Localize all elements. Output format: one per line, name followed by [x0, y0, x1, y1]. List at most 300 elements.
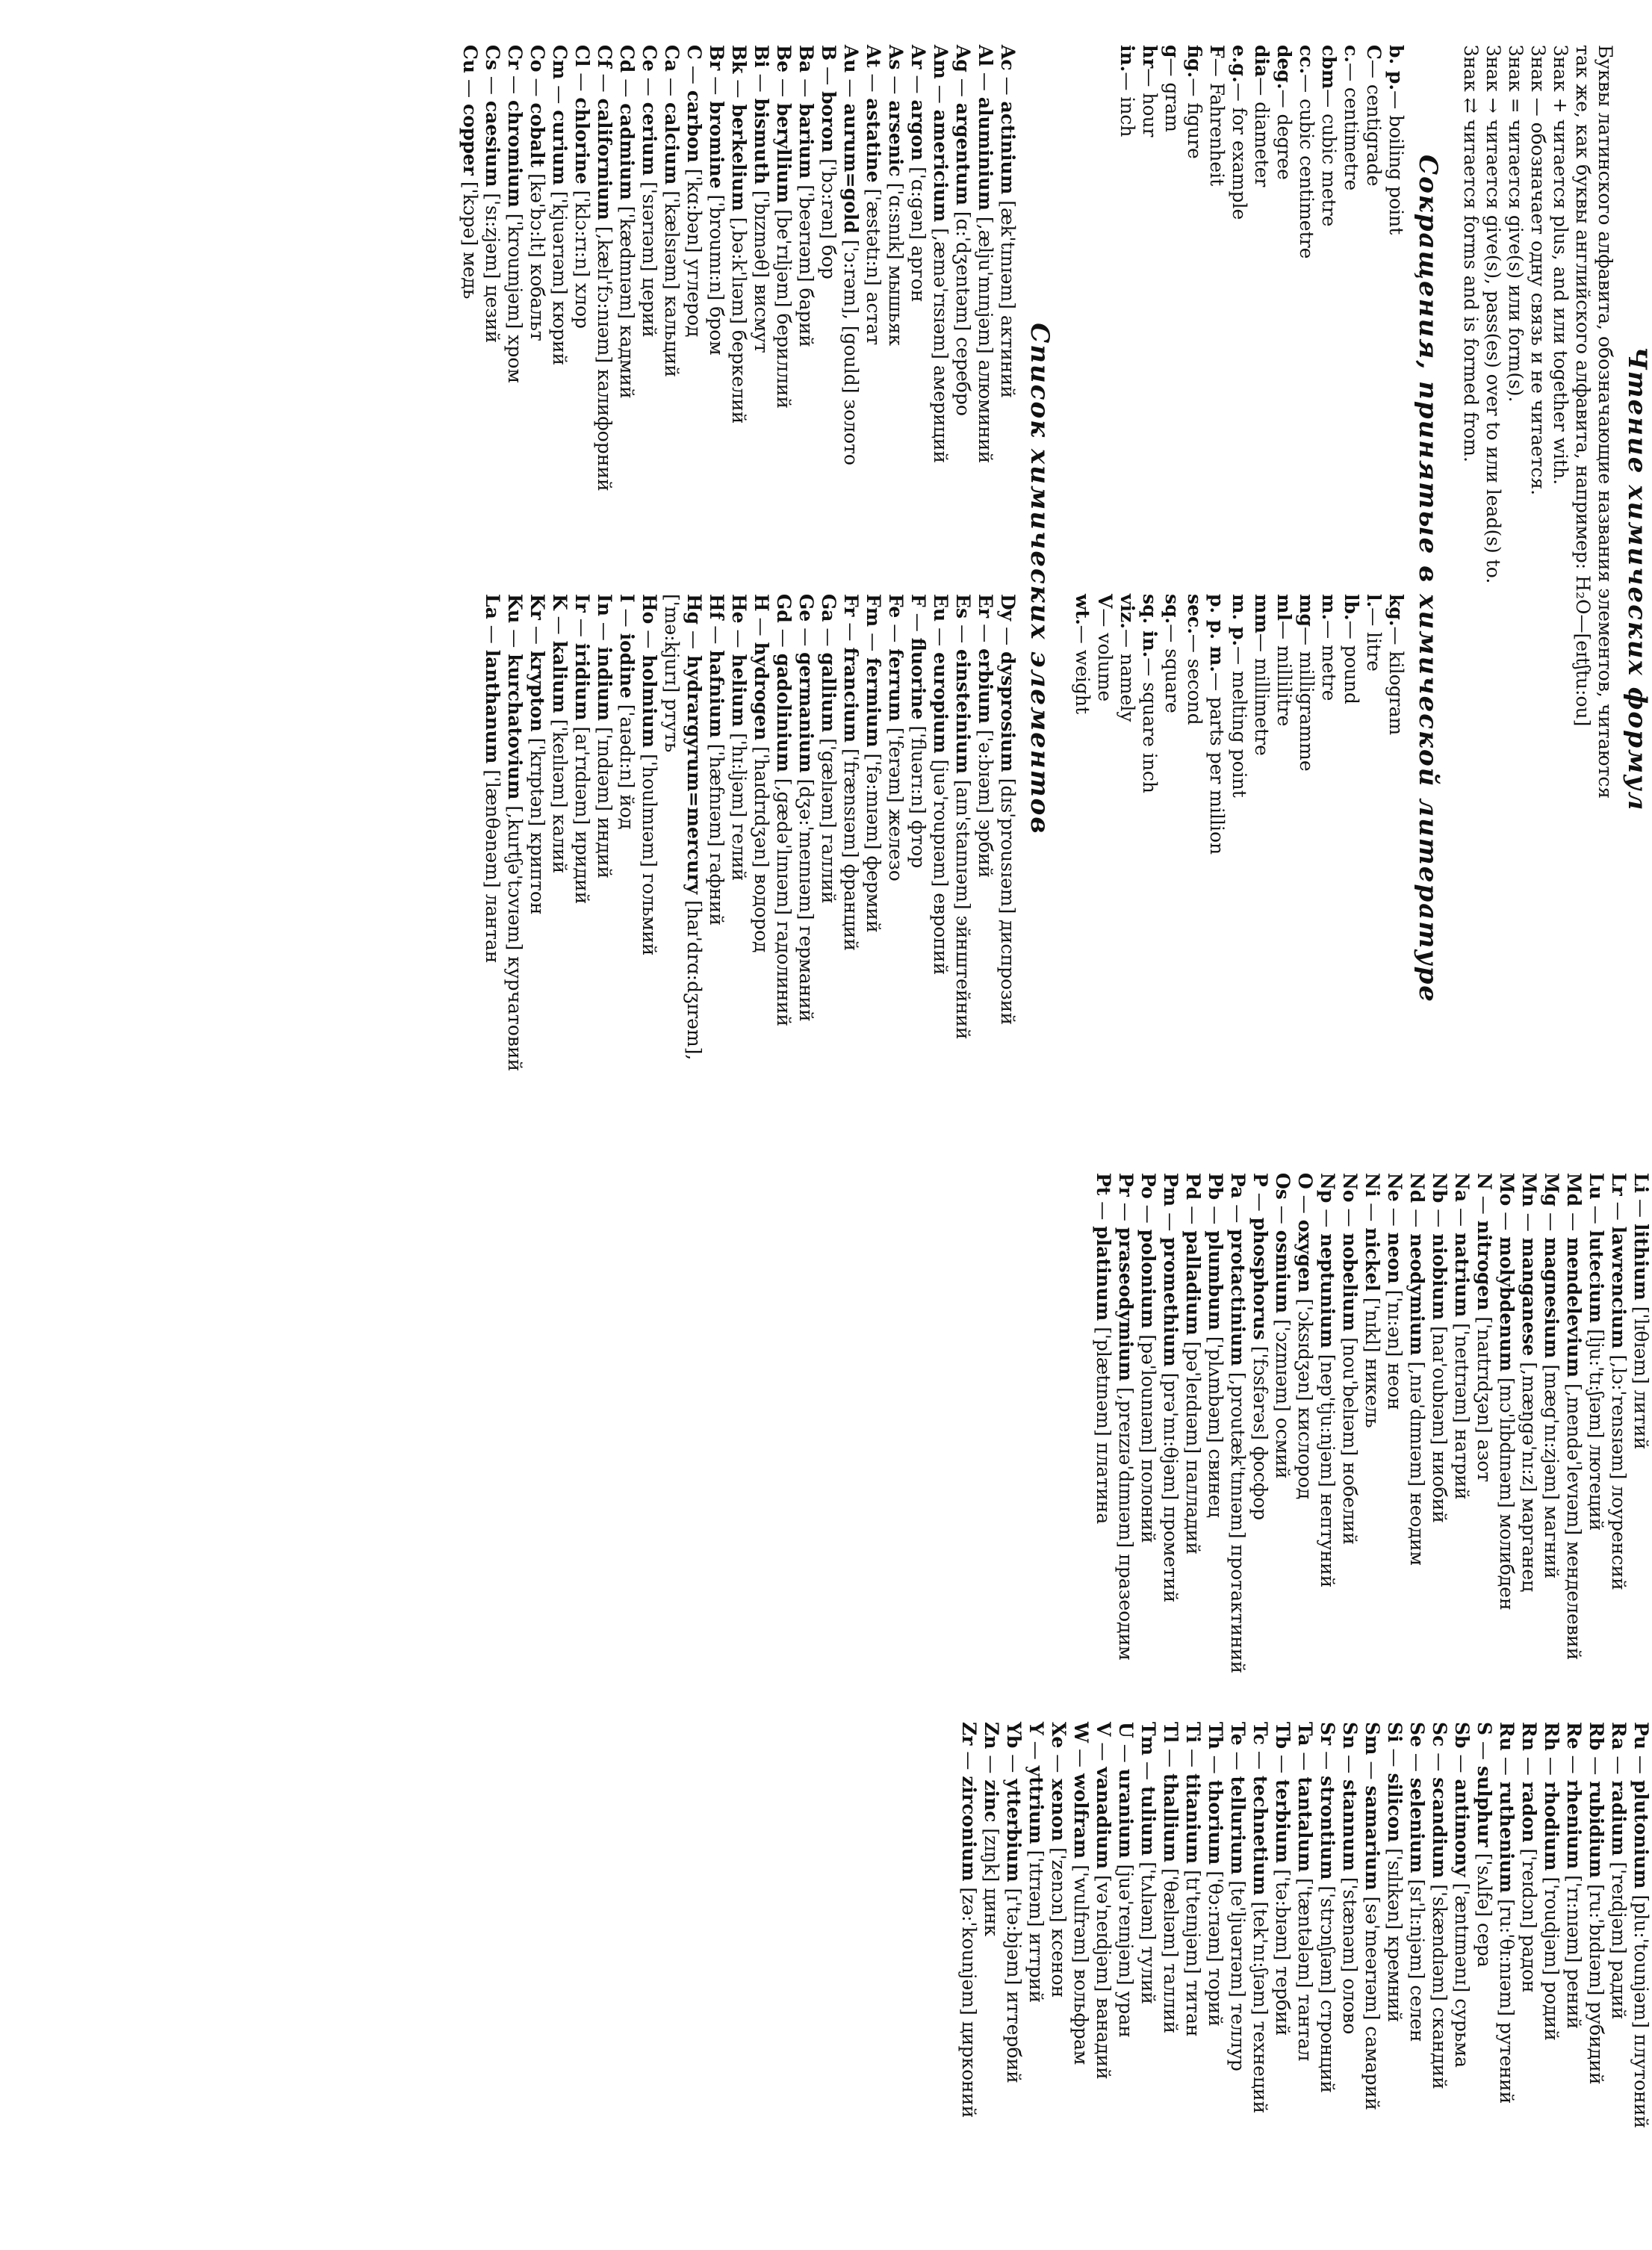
- element-transcription: ['plʌmbəm] свинец: [1205, 1336, 1226, 1518]
- abbreviation-meaning: — second: [1184, 633, 1205, 725]
- element-entry: Er — erbium ['ə:bɪəm] эрбий: [975, 594, 996, 878]
- element-name: argon: [907, 99, 929, 161]
- element-transcription: [,bə:k'lɪəm] беркелий: [728, 217, 750, 424]
- abbreviations-title: Сокращения, принятые в химической литературе: [1413, 155, 1443, 1003]
- element-transcription: ['broumɪ:n] бром: [706, 194, 727, 356]
- element-transcription: ['neɪtrɪəm] натрий: [1451, 1323, 1473, 1500]
- element-entry: Np — neptunium [nep'tju:njəm] нептуний: [1317, 1173, 1338, 1588]
- element-name: chromium: [504, 99, 526, 208]
- element-name: americium: [930, 109, 951, 223]
- element-transcription: ['gælɪəm] галлий: [818, 738, 839, 904]
- element-entry: Bi — bismuth ['bɪzməθ] висмут: [751, 45, 772, 353]
- element-transcription: [æk'tɪnɪəm] актиний: [997, 200, 1019, 398]
- abbreviation-meaning: — millilitre: [1273, 620, 1295, 727]
- element-transcription: ['nɪ:ən] неон: [1384, 1289, 1406, 1410]
- elements-section: [459, 45, 1055, 1113]
- element-transcription: [dʒə:'meɪnɪəm] германий: [795, 778, 817, 1022]
- element-name: neodymium: [1406, 1233, 1428, 1356]
- element-transcription: ['sɪ:zjəm] цезий: [482, 193, 503, 344]
- element-name: astatine: [863, 98, 884, 183]
- abbreviation: deg.: [1273, 45, 1295, 90]
- element-entry: He — helium ['hɪ:ljəm] гелий: [728, 594, 750, 881]
- element-transcription: [tek'nɪ:ʃɪəm] технеций: [1249, 1901, 1271, 2114]
- element-entry: Pd — palladium [pə'leɪdɪəm] палладий: [1182, 1173, 1204, 1555]
- element-name: titanium: [1182, 1773, 1204, 1865]
- element-symbol: Ti: [1182, 1722, 1204, 1744]
- element-entry: Pm — promethium [prə'mɪ:θjəm] прометий: [1160, 1173, 1181, 1603]
- element-symbol: Rh: [1541, 1722, 1562, 1751]
- abbreviation: hr: [1139, 45, 1161, 69]
- element-entry: Am — americium [,æmə'rɪsɪəm] америций: [930, 45, 951, 464]
- element-entry: As — arsenic ['ɑ:snɪk] мышьяк: [885, 45, 907, 347]
- element-entry: Ho — holmium ['houlmɪəm] гольмий: [639, 594, 660, 956]
- element-transcription: ['ə:bɪəm] эрбий: [975, 729, 996, 878]
- abbreviation-meaning: — cubic centimetre: [1296, 74, 1317, 259]
- abbreviation-entry: [1116, 45, 1138, 564]
- element-symbol: Cd: [616, 45, 638, 73]
- element-transcription: ['kroumjəm] хром: [504, 213, 526, 383]
- element-entry: Tb — terbium ['tə:bɪəm] тербий: [1272, 1722, 1294, 2036]
- abbreviation: in.: [1117, 45, 1138, 72]
- element-name: molybdenum: [1496, 1236, 1518, 1372]
- element-symbol: Ac: [997, 45, 1019, 71]
- abbreviation: b. p.: [1385, 45, 1407, 91]
- element-symbol: Sm: [1361, 1722, 1383, 1755]
- element-entry: Na — natrium ['neɪtrɪəm] натрий: [1451, 1173, 1473, 1500]
- element-name: germanium: [795, 652, 817, 773]
- element-transcription: [sə'meərɪəm] самарий: [1361, 1896, 1383, 2110]
- element-symbol: Sb: [1451, 1722, 1473, 1749]
- element-transcription: [te'ljuərɪəm] теллур: [1227, 1880, 1249, 2071]
- element-symbol: Se: [1406, 1722, 1428, 1747]
- abbreviation-entry: [1317, 45, 1340, 564]
- abbreviation-entry: [1250, 594, 1273, 1113]
- element-name: aluminium: [975, 96, 996, 211]
- element-transcription: [aɪn'staɪnɪəm] эйнштейний: [952, 779, 974, 1040]
- element-entry: Po — polonium [pə'lounɪəm] полоний: [1137, 1173, 1159, 1543]
- element-name: yttrium: [1025, 1765, 1047, 1844]
- element-entry: Li — lithium ['lɪθɪəm] литий: [1630, 1173, 1652, 1450]
- element-symbol: La: [482, 594, 503, 619]
- element-symbol: V: [1093, 1722, 1114, 1737]
- element-name: copper: [459, 103, 481, 176]
- element-entry: Ir — iridium [aɪ'rɪdɪəm] иридий: [571, 594, 593, 905]
- element-entry: Rn — radon ['reɪdɔn] радон: [1518, 1722, 1540, 1993]
- element-entry: Te — tellurium [te'ljuərɪəm] теллур: [1227, 1722, 1249, 2071]
- abbreviation-entry: [1138, 594, 1161, 1113]
- element-name: rhodium: [1541, 1781, 1562, 1871]
- element-entry: Ac — actinium [æk'tɪnɪəm] актиний: [997, 45, 1019, 398]
- element-transcription: ['sʌlfə] сера: [1474, 1853, 1495, 1968]
- element-symbol: At: [863, 45, 884, 68]
- element-entry: Al — aluminium [,ælju'mɪnjəm] алюминий: [975, 45, 996, 464]
- element-symbol: Al: [975, 45, 996, 66]
- element-name: aurum=gold: [840, 103, 862, 234]
- element-transcription: [,kurtʃə'tɔvɪəm] курчатовий: [504, 805, 526, 1072]
- element-symbol: Sr: [1317, 1722, 1338, 1746]
- element-symbol: In: [594, 594, 615, 616]
- element-entry: Bk — berkelium [,bə:k'lɪəm] беркелий: [728, 45, 750, 424]
- element-transcription: [,proutæk'tɪnɪəm] протактиний: [1227, 1372, 1249, 1674]
- abbreviation-meaning: — centimetre: [1341, 62, 1362, 191]
- abbreviation-meaning: — square: [1161, 624, 1183, 713]
- element-entry: Ku — kurchatovium [,kurtʃə'tɔvɪəm] курчатовий: [504, 594, 526, 1072]
- element-symbol: Am: [930, 45, 951, 79]
- element-name: cobalt: [527, 102, 548, 168]
- element-entry: At — astatine ['æstətɪ:n] астат: [863, 45, 884, 346]
- element-symbol: Sc: [1429, 1722, 1450, 1747]
- element-name: chlorine: [571, 97, 593, 185]
- element-name: dysprosium: [997, 651, 1019, 772]
- abbreviation-entry: [1183, 45, 1205, 564]
- element-entry: Lr — lawrencium [,lɔ:'rensɪəm] лоуренсий: [1608, 1173, 1630, 1590]
- abbreviation: mm: [1251, 594, 1273, 633]
- element-symbol: F: [907, 594, 929, 607]
- element-transcription: ['bɪzməθ] висмут: [751, 190, 772, 353]
- element-symbol: Pa: [1227, 1173, 1249, 1199]
- element-symbol: Er: [975, 594, 996, 619]
- element-symbol: Y: [1025, 1722, 1047, 1735]
- element-entry: Tc — technetium [tek'nɪ:ʃɪəm] технеций: [1249, 1722, 1271, 2114]
- element-symbol: Ce: [639, 45, 660, 72]
- element-entry: Se — selenium [sɪ'lɪ:njəm] селен: [1406, 1722, 1428, 2042]
- element-entry: Yb — ytterbium [ɪ'tə:bjəm] иттербий: [1003, 1722, 1025, 2083]
- element-symbol: Lu: [1586, 1173, 1607, 1200]
- element-symbol: C: [683, 45, 705, 60]
- abbreviation-meaning: — metre: [1318, 620, 1340, 701]
- element-transcription: [,preɪzɪə'dɪmɪəm] празеодим: [1115, 1386, 1137, 1661]
- abbreviation-meaning: — for example: [1229, 82, 1250, 220]
- element-transcription: ['ɔksɪdʒən] кислород: [1294, 1298, 1316, 1500]
- element-transcription: [pə'leɪdɪəm] палладий: [1182, 1341, 1204, 1555]
- element-symbol: Dy: [997, 594, 1019, 622]
- element-transcription: ['æstətɪ:n] астат: [863, 188, 884, 346]
- formula-line: Знак ⇄ читается forms and is formed from.: [1460, 45, 1482, 462]
- element-transcription: ['krɪptən] криптон: [527, 737, 548, 915]
- element-entry: Mg — magnesium [mæg'nɪ:zjəm] магний: [1541, 1173, 1562, 1579]
- element-symbol: K: [549, 594, 571, 610]
- element-entry: Y — yttrium ['ɪtrɪəm] иттрий: [1025, 1722, 1047, 2003]
- abbreviation-entry: [1340, 45, 1362, 564]
- element-transcription: [zɪŋk] цинк: [981, 1828, 1002, 1937]
- element-symbol: Fr: [840, 594, 862, 617]
- element-transcription: ['stænəm] олово: [1339, 1876, 1361, 2035]
- element-entry: N — nitrogen ['naɪtrɪdʒən] азот: [1474, 1173, 1495, 1483]
- element-entry: Eu — europium [juə'roupɪəm] европий: [930, 594, 951, 976]
- element-symbol: Rn: [1518, 1722, 1540, 1751]
- abbreviation: cc.: [1296, 45, 1317, 75]
- element-symbol: Po: [1137, 1173, 1159, 1199]
- element-entry: F — fluorine ['fluərɪ:n] фтор: [907, 594, 929, 869]
- abbreviations-left-column: [1071, 45, 1407, 564]
- element-transcription: ['roudjəm] родий: [1541, 1876, 1562, 2041]
- element-symbol: Si: [1384, 1722, 1406, 1743]
- element-entry: Sm — samarium [sə'meərɪəm] самарий: [1361, 1722, 1383, 2110]
- element-name: magnesium: [1541, 1237, 1562, 1359]
- abbreviation: C: [1363, 45, 1385, 60]
- element-transcription: ['hɪ:ljəm] гелий: [728, 733, 750, 881]
- element-entry: Ga — gallium ['gælɪəm] галлий: [818, 594, 839, 904]
- abbreviation: sq. in.: [1139, 594, 1161, 658]
- element-transcription: ['reɪdjəm] радий: [1608, 1862, 1630, 2020]
- element-transcription: [ɑ:'dʒentəm] серебро: [952, 211, 974, 416]
- element-transcription: [,ælju'mɪnjəm] алюминий: [975, 216, 996, 464]
- abbreviation-entry: [1295, 45, 1317, 564]
- element-name: praseodymium: [1115, 1227, 1137, 1381]
- element-entry: K — kalium ['keɪlɪəm] калий: [549, 594, 571, 874]
- element-symbol: Fe: [885, 594, 907, 619]
- element-entry: H — hydrogen ['haɪdrɪdʒən] водород: [751, 594, 772, 953]
- element-symbol: Nb: [1429, 1173, 1450, 1203]
- element-transcription: ['wulfrəm] вольфрам: [1070, 1865, 1092, 2065]
- abbreviation: g: [1161, 45, 1183, 58]
- element-transcription: ['haɪdrɪdʒən] водород: [751, 746, 772, 953]
- element-name: beryllium: [773, 102, 795, 204]
- abbreviations-section: [1071, 45, 1443, 1113]
- element-transcription: ['fə:mɪəm] фермий: [863, 753, 884, 933]
- element-symbol: He: [728, 594, 750, 624]
- element-entry: Ne — neon ['nɪ:ən] неон: [1384, 1173, 1406, 1410]
- element-name: kalium: [549, 640, 571, 713]
- element-entry: Th — thorium ['θɔ:rɪəm] торий: [1205, 1722, 1226, 2027]
- element-transcription: [tɪ'teɪnjəm] титан: [1182, 1870, 1204, 2037]
- formula-line: Знак → читается give(s), pass(es) over to или lead(s) to.: [1482, 45, 1504, 584]
- abbreviation-entry: [1273, 45, 1295, 564]
- abbreviation-meaning: — kilogram: [1385, 626, 1407, 736]
- element-entry: Os — osmium ['ɔzmɪəm] осмий: [1272, 1173, 1294, 1479]
- element-name: platinum: [1093, 1226, 1114, 1321]
- abbreviation: sq.: [1161, 594, 1183, 625]
- element-symbol: Th: [1205, 1722, 1226, 1750]
- element-entry: Hg — hydrargyrum=mercury [haɪ'drɑ:dʒɪrəm], ['mə:kjurɪ] ртуть: [661, 594, 705, 1061]
- abbreviation: sec.: [1184, 594, 1205, 634]
- element-symbol: Md: [1563, 1173, 1585, 1207]
- element-symbol: N: [1474, 1173, 1495, 1190]
- element-symbol: Tl: [1160, 1722, 1181, 1744]
- element-name: iodine: [616, 633, 638, 698]
- element-entry: S — sulphur ['sʌlfə] сера: [1474, 1722, 1495, 1968]
- element-name: ytterbium: [1003, 1779, 1025, 1882]
- element-entry: Ti — titanium [tɪ'teɪnjəm] титан: [1182, 1722, 1204, 2037]
- abbreviation-entry: [1273, 594, 1295, 1113]
- element-transcription: ['zenɔn] ксенон: [1048, 1847, 1069, 1998]
- element-name: lutecium: [1586, 1230, 1607, 1324]
- abbreviation: m. p.: [1229, 594, 1250, 647]
- element-entry: Pt — platinum ['plætɪnəm] платина: [1093, 1173, 1114, 1525]
- element-symbol: Ag: [952, 45, 974, 72]
- element-entry: Ru — ruthenium [ru:'θɪ:nɪəm] рутений: [1496, 1722, 1518, 2104]
- element-symbol: Os: [1272, 1173, 1294, 1200]
- abbreviation-entry: [1205, 45, 1228, 564]
- abbreviation-meaning: — litre: [1363, 607, 1385, 672]
- element-name: einsteinium: [952, 649, 974, 774]
- element-symbol: Te: [1227, 1722, 1249, 1746]
- abbreviation-meaning: — degree: [1273, 89, 1295, 180]
- abbreviation-entry: [1205, 594, 1228, 1113]
- element-name: technetium: [1249, 1775, 1271, 1896]
- element-symbol: Na: [1451, 1173, 1473, 1203]
- formula-line: Знак = читается give(s) или form(s).: [1505, 45, 1527, 403]
- element-symbol: P: [1249, 1173, 1271, 1187]
- element-transcription: [haɪ'drɑ:dʒɪrəm], ['mə:kjurɪ] ртуть: [661, 594, 705, 1061]
- element-name: thorium: [1205, 1779, 1226, 1865]
- element-entry: Ra — radium ['reɪdjəm] радий: [1608, 1722, 1630, 2020]
- element-name: lithium: [1630, 1223, 1652, 1301]
- element-entry: Cs — caesium ['sɪ:zjəm] цезий: [482, 45, 503, 344]
- element-symbol: Bi: [751, 45, 772, 68]
- element-transcription: ['kælsɪəm] кальций: [661, 190, 683, 377]
- element-symbol: Ra: [1608, 1722, 1630, 1750]
- element-name: wolfram: [1070, 1773, 1092, 1859]
- element-transcription: [,lɔ:'rensɪəm] лоуренсий: [1608, 1354, 1630, 1590]
- element-transcription: ['bɔ:rən] бор: [818, 158, 839, 279]
- abbreviation-meaning: — milligramme: [1296, 626, 1317, 772]
- element-entry: Ge — germanium [dʒə:'meɪnɪəm] германий: [795, 594, 817, 1022]
- element-symbol: Lr: [1608, 1173, 1630, 1196]
- element-symbol: Ni: [1361, 1173, 1383, 1197]
- element-transcription: ['beərɪəm] барий: [795, 185, 817, 347]
- element-entry: Md — mendelevium [,mendə'levɪəm] менделевий: [1563, 1173, 1585, 1661]
- element-entry: Dy — dysprosium [dɪs'prousɪəm] диспрозий: [997, 594, 1019, 1026]
- element-name: fluorine: [907, 637, 929, 720]
- element-entry: Ba — barium ['beərɪəm] барий: [795, 45, 817, 347]
- element-symbol: Ku: [504, 594, 526, 624]
- abbreviation: m.: [1318, 594, 1340, 621]
- element-symbol: Rb: [1586, 1722, 1607, 1751]
- element-entry: La — lanthanum ['lænθənəm] лантан: [482, 594, 503, 964]
- abbreviation: p. p. m.: [1206, 594, 1228, 672]
- element-symbol: U: [1115, 1722, 1137, 1738]
- element-name: tulium: [1137, 1785, 1159, 1856]
- abbreviation-entry: [1250, 45, 1273, 564]
- element-entry: Pb — plumbum ['plʌmbəm] свинец: [1205, 1173, 1226, 1518]
- element-transcription: ['ɑ:gən] аргон: [907, 167, 929, 303]
- element-name: tellurium: [1227, 1776, 1249, 1875]
- abbreviation-meaning: — millimetre: [1251, 633, 1273, 756]
- abbreviation-entry: [1385, 45, 1407, 564]
- abbreviation-entry: [1228, 45, 1250, 564]
- element-symbol: Es: [952, 594, 974, 619]
- element-name: lawrencium: [1608, 1226, 1630, 1349]
- element-transcription: ['æntɪmənɪ] сурьма: [1451, 1882, 1473, 2068]
- element-entry: B — boron ['bɔ:rən] бор: [818, 45, 839, 279]
- element-name: osmium: [1272, 1230, 1294, 1314]
- element-symbol: Xe: [1048, 1722, 1069, 1749]
- element-symbol: Yb: [1003, 1722, 1025, 1749]
- element-name: stannum: [1339, 1779, 1361, 1871]
- element-transcription: [nou'belɪəm] нобелий: [1339, 1337, 1361, 1545]
- abbreviation-meaning: — Fahrenheit: [1206, 58, 1228, 187]
- element-entry: Pu — plutonium [plu:'tounjəm] плутоний: [1630, 1722, 1652, 2129]
- element-name: francium: [840, 647, 862, 743]
- abbreviation-meaning: — pound: [1341, 620, 1362, 704]
- element-symbol: Cm: [549, 45, 571, 80]
- element-name: barium: [795, 103, 817, 179]
- element-symbol: Tm: [1137, 1722, 1159, 1756]
- element-name: carbon: [683, 90, 705, 163]
- element-entry: Fm — fermium ['fə:mɪəm] фермий: [863, 594, 884, 933]
- element-name: xenon: [1048, 1779, 1069, 1842]
- element-name: zirconium: [958, 1776, 980, 1882]
- element-entry: In — indium ['ɪndɪəm] индий: [594, 594, 615, 878]
- element-transcription: [lju:'tɪ:ʃɪəm] лютеций: [1586, 1329, 1607, 1531]
- element-symbol: Sn: [1339, 1722, 1361, 1750]
- element-entry: P — phosphorus ['fɔsfərəs] фосфор: [1249, 1173, 1271, 1521]
- element-name: polonium: [1137, 1229, 1159, 1329]
- element-symbol: Fm: [863, 594, 884, 627]
- element-name: arsenic: [885, 100, 907, 177]
- element-symbol: Ar: [907, 45, 929, 69]
- element-transcription: ['naɪtrɪdʒən] азот: [1474, 1316, 1495, 1483]
- element-name: mendelevium: [1563, 1237, 1585, 1378]
- element-symbol: Hg: [683, 594, 705, 625]
- element-transcription: ['kjuərɪəm] кюрий: [549, 190, 571, 366]
- element-transcription: ['aɪədɪ:n] йод: [616, 704, 638, 830]
- abbreviation: V: [1094, 594, 1116, 609]
- element-entry: Zn — zinc [zɪŋk] цинк: [981, 1722, 1002, 1937]
- abbreviation-entry: [1183, 594, 1205, 1113]
- element-entry: V — vanadium [və'neɪdjəm] ванадий: [1093, 1722, 1114, 2080]
- element-entry: Ta — tantalum ['tæntələm] тантал: [1294, 1722, 1316, 2062]
- abbreviation-meaning: — volume: [1094, 608, 1116, 702]
- element-transcription: [sɪ'lɪ:njəm] селен: [1406, 1879, 1428, 2042]
- element-symbol: Ta: [1294, 1722, 1316, 1747]
- element-name: nobelium: [1339, 1233, 1361, 1332]
- element-entry: Xe — xenon ['zenɔn] ксенон: [1048, 1722, 1069, 1998]
- element-name: ruthenium: [1496, 1781, 1518, 1894]
- abbreviation-entry: [1228, 594, 1250, 1113]
- element-transcription: ['skændɪəm] скандий: [1429, 1884, 1450, 2089]
- element-name: hydrargyrum=mercury: [683, 655, 705, 895]
- abbreviation-entry: [1362, 45, 1385, 564]
- element-name: strontium: [1317, 1776, 1338, 1880]
- element-name: vanadium: [1093, 1767, 1114, 1870]
- abbreviation-entry: [1317, 594, 1340, 1113]
- element-name: europium: [930, 652, 951, 754]
- abbreviation-entry: [1138, 45, 1161, 564]
- abbreviation: kg.: [1385, 594, 1407, 627]
- element-symbol: Pm: [1160, 1173, 1181, 1207]
- element-transcription: ['tʌlɪəm] тулий: [1137, 1862, 1159, 2005]
- element-transcription: [,kælɪ'fɔ:nɪəm] калифорний: [594, 226, 615, 492]
- abbreviation: c.: [1341, 45, 1362, 63]
- abbreviation-entry: [1071, 594, 1093, 1113]
- element-entry: Ca — calcium ['kælsɪəm] кальций: [661, 45, 683, 377]
- element-symbol: Mo: [1496, 1173, 1518, 1206]
- element-name: bismuth: [751, 98, 772, 185]
- element-name: holmium: [639, 654, 660, 749]
- element-name: erbium: [975, 648, 996, 724]
- abbreviation-meaning: — parts per million: [1206, 672, 1228, 855]
- element-entry: Tm — tulium ['tʌlɪəm] тулий: [1137, 1722, 1159, 2005]
- element-name: iridium: [571, 642, 593, 721]
- element-name: thallium: [1160, 1773, 1181, 1863]
- formula-line: Знак — обозначает одну связь и не читается.: [1527, 45, 1549, 496]
- element-symbol: Ca: [661, 45, 683, 72]
- element-name: hafnium: [706, 650, 727, 738]
- element-symbol: Cr: [504, 45, 526, 70]
- element-name: manganese: [1518, 1237, 1540, 1357]
- element-entry: Rb — rubidium [ru:'bɪdɪəm] рубидий: [1586, 1722, 1607, 2085]
- element-entry: Fe — ferrum ['ferəm] железо: [885, 594, 907, 881]
- abbreviation: cbm: [1318, 45, 1340, 90]
- abbreviation-meaning: — square inch: [1139, 657, 1161, 794]
- element-transcription: [be'rɪljəm] бериллий: [773, 209, 795, 409]
- element-name: silicon: [1384, 1773, 1406, 1843]
- element-symbol: Tb: [1272, 1722, 1294, 1750]
- abbreviation-entry: [1340, 594, 1362, 1113]
- element-transcription: ['ɪndɪəm] индий: [594, 727, 615, 878]
